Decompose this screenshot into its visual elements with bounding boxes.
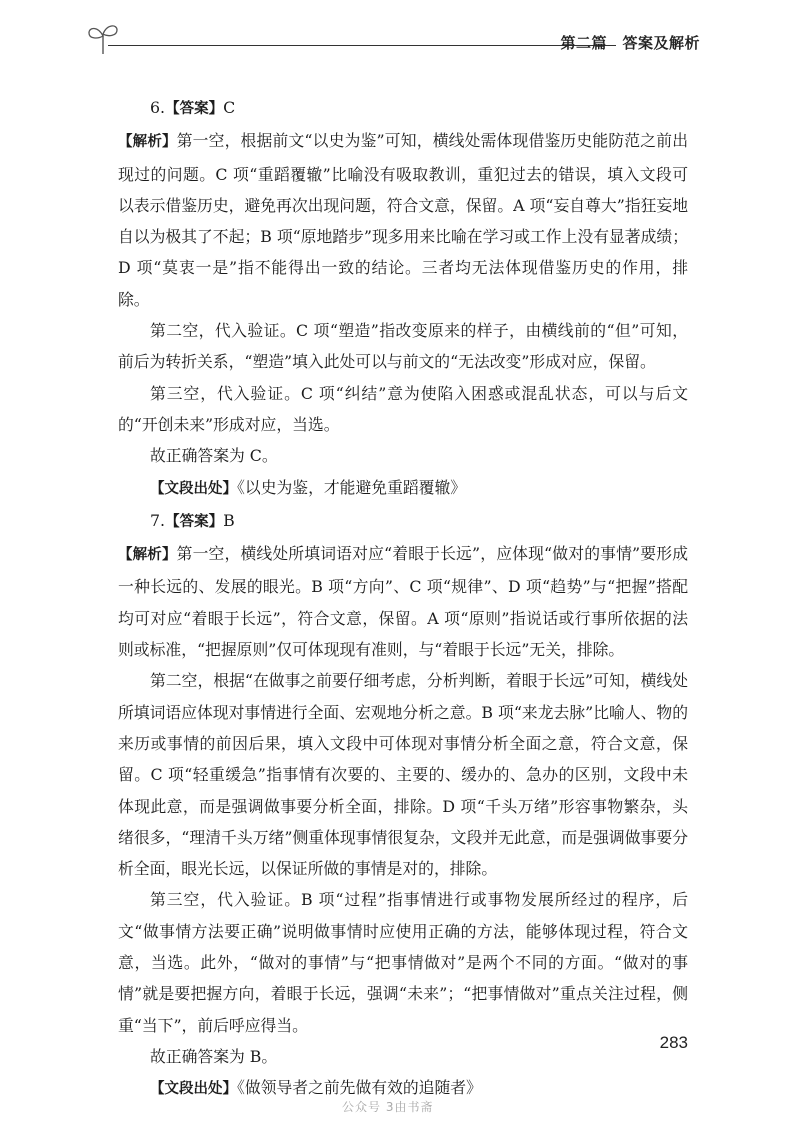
analysis-paragraph: [118, 538, 688, 665]
body-paragraph: 第二空，根据“在做事之前要仔细考虑，分析判断，着眼于长远”可知，横线处所填词语应体现对事情进行全面、宏观地分析之意。B 项“来龙去脉”比喻人、物的来历或事情的前因后果，填入文段中可体现对事情分析全面之意，符合文意，保留。C 项“轻重缓急”指事情有次要的、主要的、缓办的、急办的区别，文段中未体现此意，而是强调做事要分析全面，排除。D 项“千头万绪”形容事物繁杂，头绪很多，“理清千头万绪”侧重体现事情很复杂，文段并无此意，而是强调做事要分析全面，眼光长远，以保证所做的事情是对的，排除。: [118, 671, 688, 879]
source-tag: 【文段出处】: [150, 480, 237, 497]
page-body: [118, 92, 688, 1106]
header-rule: [108, 45, 616, 46]
analysis-paragraph: [118, 125, 688, 315]
header-title: 第二篇 答案及解析: [560, 34, 700, 52]
source-title: 《以史为鉴，才能避免重蹈覆辙》: [237, 477, 467, 497]
body-paragraph: 故正确答案为 B。: [150, 1046, 278, 1066]
answer-line: [118, 92, 688, 125]
body-paragraph: 第三空，代入验证。B 项“过程”指事情进行或事物发展所经过的程序，后文“做事情方法要正确”说明做事情时应使用正确的方法，能够体现过程，符合文意，当选。此外，“做对的事情”与“把事情做对”是两个不同的方面。“做对的事情”就是要把握方向，着眼于长远，强调“未来”；“把事情做对”重点关注过程，侧重“当下”，前后呼应得当。: [118, 890, 688, 1035]
answer-tag: 【答案】: [165, 513, 224, 530]
running-header: [86, 20, 700, 60]
body-paragraph: 第三空，代入验证。C 项“纠结”意为使陷入困惑或混乱状态，可以与后文的“开创未来”形成对应，当选。: [118, 383, 688, 434]
analysis-text: 第一空，根据前文“以史为鉴”可知，横线处需体现借鉴历史能防范之前出现过的问题。C 项“重蹈覆辙”比喻没有吸取教训，重犯过去的错误，填入文段可以表示借鉴历史，避免再次出现问题，符合文意，保留。A 项“妄自尊大”指狂妄地自以为极其了不起；B 项“原地踏步”现多用来比喻在学习或工作上没有显著成绩；D 项“莫衷一是”指不能得出一致的结论。三者均无法体现借鉴历史的作用，排除。: [118, 131, 689, 309]
analysis-tag: 【解析】: [118, 547, 177, 564]
answer-line: [118, 505, 688, 538]
source-line: [118, 472, 688, 505]
body-paragraph: 第二空，代入验证。C 项“塑造”指改变原来的样子，由横线前的“但”可知，前后为转折关系，“塑造”填入此处可以与前文的“无法改变”形成对应，保留。: [118, 321, 688, 372]
sprout-icon: [86, 20, 120, 56]
source-title: 《做领导者之前先做有效的追随者》: [237, 1078, 482, 1098]
watermark: 公众号 3由书斋: [342, 1100, 434, 1114]
analysis-tag: 【解析】: [118, 134, 177, 151]
question-number: 6.: [150, 98, 166, 117]
question-number: 7.: [150, 510, 166, 530]
analysis-text: 第一空，横线处所填词语对应“着眼于长远”，应体现“做对的事情”要形成一种长远的、发展的眼光。B 项“方向”、C 项“规律”、D 项“趋势”与“把握”搭配均可对应“着眼于长远”，符合文意，保留。A 项“原则”指说话或行事所依据的法则或标准，“把握原则”仅可体现现有准则，与“着眼于长远”无关，排除。: [118, 544, 688, 660]
answer-tag: 【答案】: [165, 101, 224, 117]
page-number: 283: [659, 1033, 688, 1052]
answer-text: C: [223, 98, 236, 117]
body-paragraph: 故正确答案为 C。: [150, 446, 278, 466]
source-tag: 【文段出处】: [150, 1081, 237, 1098]
answer-text: B: [223, 510, 235, 530]
